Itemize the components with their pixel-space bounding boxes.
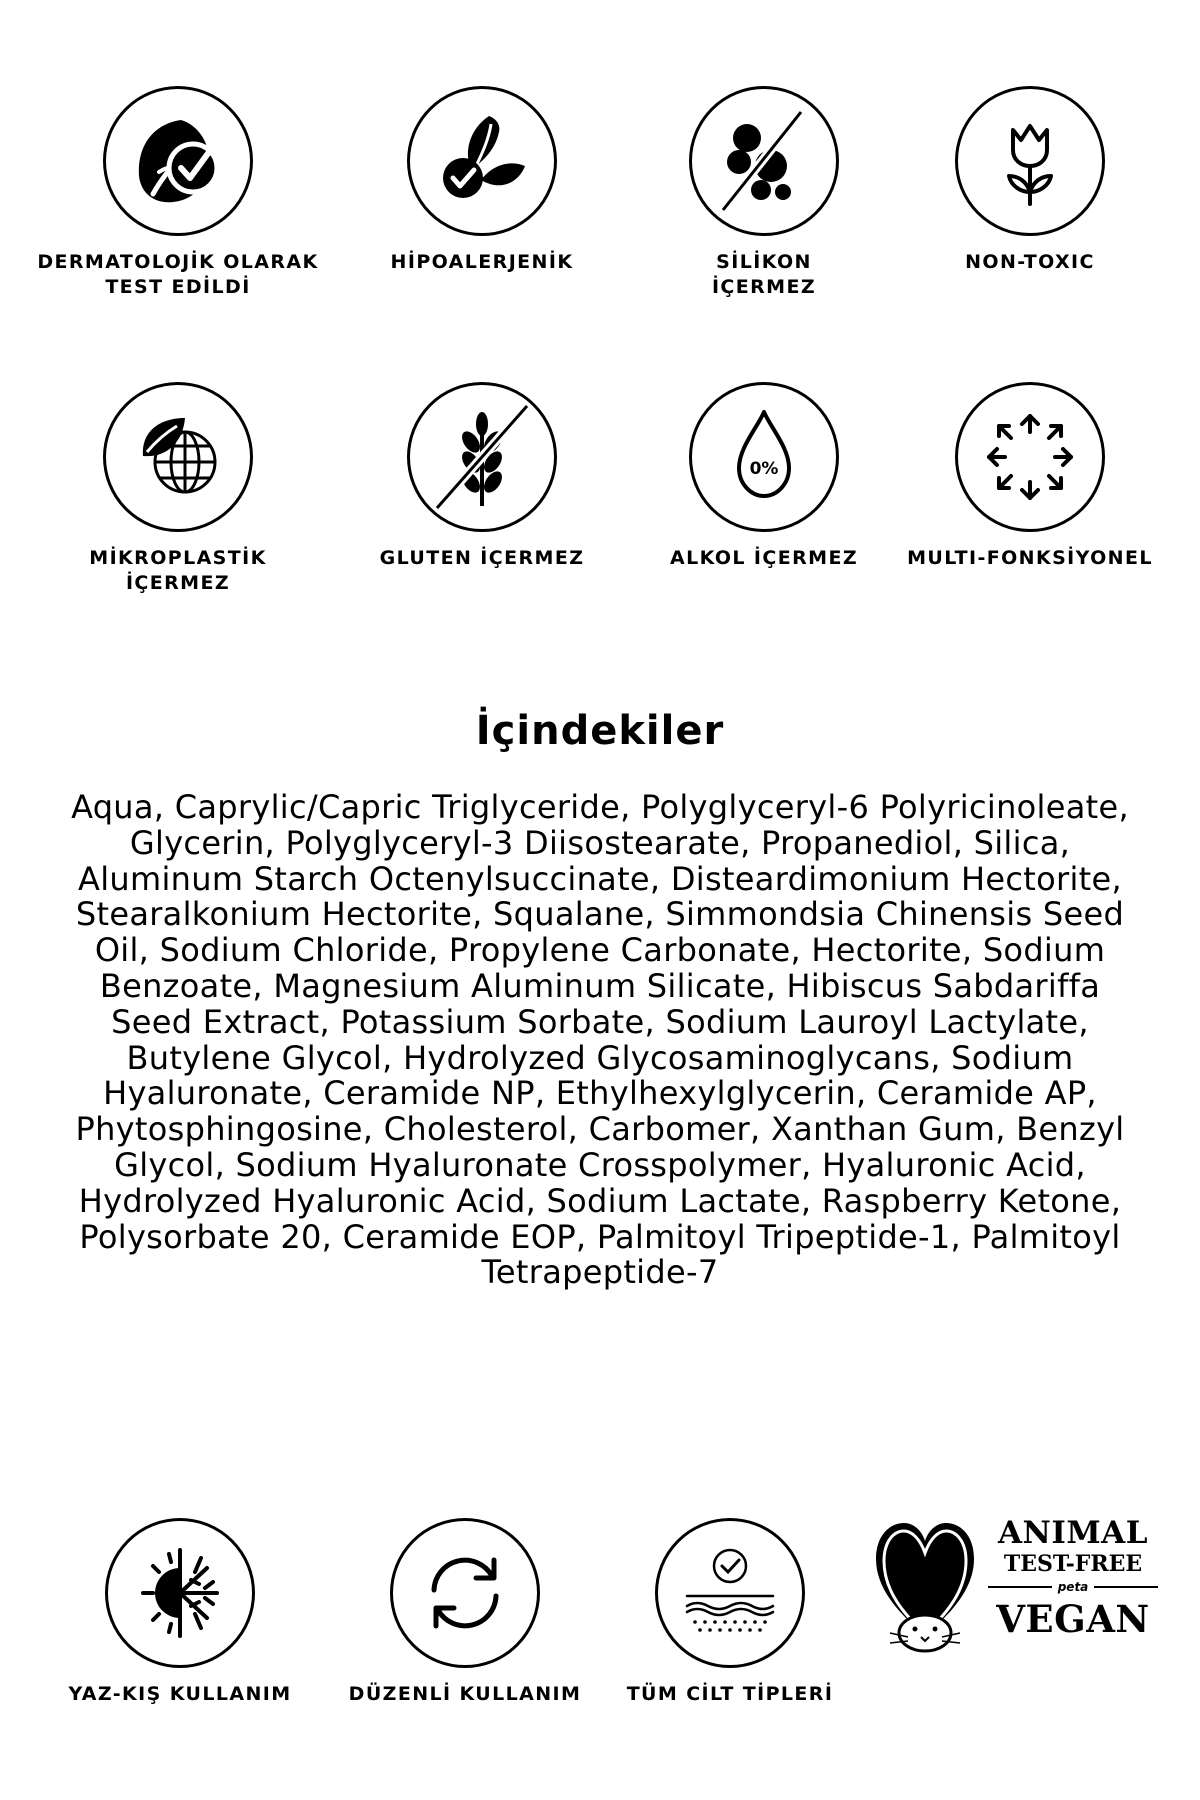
peta-badge [870, 1515, 1160, 1655]
feature-label: NON-TOXIC [965, 251, 1095, 273]
badge-circle [955, 382, 1105, 532]
peta-animal: ANIMAL [997, 1515, 1149, 1551]
feature-gluten-free [332, 382, 632, 571]
leaf-globe-icon [123, 402, 233, 512]
feature-label: TÜM CİLT TİPLERİ [626, 1683, 834, 1705]
divider [988, 1586, 1052, 1588]
no-silicone-icon [709, 106, 819, 216]
ingredients-title: İçindekiler [475, 708, 725, 754]
badge-circle [105, 1518, 255, 1668]
feature-label: MİKROPLASTİK İÇERMEZ [89, 547, 267, 594]
feature-label: MULTI-FONKSİYONEL [907, 547, 1153, 569]
feature-label: SİLİKON İÇERMEZ [711, 251, 817, 298]
feature-label: GLUTEN İÇERMEZ [379, 547, 585, 569]
ingredients-list: Aqua, Caprylic/Capric Triglyceride, Polyglyceryl-6 Polyricinoleate, Glycerin, Polyglyceryl-3 Diisostearate, Propanediol, Silica, Aluminum Starch Octenylsuccinate, Disteardimonium Hectorite, Stearalkonium Hectorite, Squalane, Simmondsia Chinensis Seed Oil, Sodium Chloride, Propylene Carbonate, Hectorite, Sodium Benzoate, Magnesium Aluminum Silicate, Hibiscus Sabdariffa Seed Extract, Potassium Sorbate, Sodium Lauroyl Lactylate, Butylene Glycol, Hydrolyzed Glycosaminoglycans, Sodium Hyaluronate, Ceramide NP, Ethylhexylglycerin, Ceramide AP, Phytosphingosine, Cholesterol, Carbomer, Xanthan Gum, Benzyl Glycol, Sodium Hyaluronate Crosspolymer, Hyaluronic Acid, Hydrolyzed Hyaluronic Acid, Sodium Lactate, Raspberry Ketone, Polysorbate 20, Ceramide EOP, Palmitoyl Tripeptide-1, Palmitoyl Tetrapeptide-7 [71, 788, 1129, 1292]
badge-circle [407, 382, 557, 532]
tulip-icon [975, 106, 1085, 216]
badge-circle [390, 1518, 540, 1668]
feature-multi-functional [880, 382, 1180, 571]
badge-circle [955, 86, 1105, 236]
badge-circle [103, 382, 253, 532]
peta-test-free: TEST-FREE [1003, 1551, 1143, 1577]
badge-circle [103, 86, 253, 236]
feature-summer-winter-use [30, 1518, 330, 1707]
feature-all-skin-types [580, 1518, 880, 1707]
badge-circle [407, 86, 557, 236]
feature-dermatologically-tested [28, 86, 328, 300]
feature-alcohol-free [614, 382, 914, 571]
no-wheat-icon [427, 402, 537, 512]
badge-circle [655, 1518, 805, 1668]
drop-percent-text: 0% [749, 459, 779, 479]
peta-vegan: VEGAN [996, 1597, 1150, 1641]
drop-zero-percent-icon [709, 402, 819, 512]
peta-text [988, 1515, 1158, 1641]
leaf-check-icon [123, 106, 233, 216]
multi-arrows-icon [975, 402, 1085, 512]
feature-silicone-free [614, 86, 914, 300]
peta-brand: peta [1057, 1580, 1089, 1594]
feature-label: DERMATOLOJİK OLARAK TEST EDİLDİ [37, 251, 319, 298]
feature-hypoallergenic [332, 86, 632, 275]
badge-circle [689, 382, 839, 532]
refresh-arrows-icon [410, 1538, 520, 1648]
badge-circle [689, 86, 839, 236]
feature-label: ALKOL İÇERMEZ [669, 547, 859, 569]
feature-microplastic-free [28, 382, 328, 596]
feature-label: YAZ-KIŞ KULLANIM [68, 1683, 292, 1705]
peta-brand-row [988, 1577, 1158, 1597]
divider [1094, 1586, 1158, 1588]
skin-layers-check-icon [675, 1538, 785, 1648]
feature-label: HİPOALERJENİK [390, 251, 574, 273]
feature-non-toxic [880, 86, 1180, 275]
sun-snowflake-icon [125, 1538, 235, 1648]
peta-bunny-heart-icon [870, 1515, 980, 1655]
feature-regular-use [315, 1518, 615, 1707]
feature-label: DÜZENLİ KULLANIM [348, 1683, 582, 1705]
leaves-check-icon [427, 106, 537, 216]
